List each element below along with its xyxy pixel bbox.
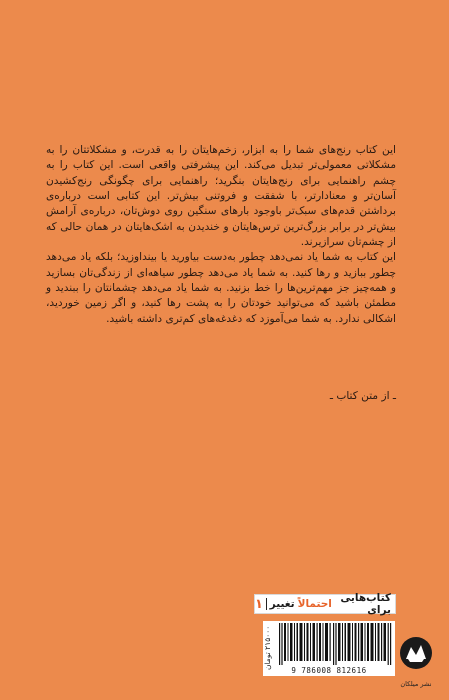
series-divider bbox=[266, 598, 267, 610]
series-suffix: تغییر bbox=[269, 598, 295, 610]
blurb-paragraph-1: این کتاب رنج‌های شما را به ابزار، زخم‌هایتان را به قدرت، و مشکلاتتان را به مشکلاتی معمولی‌تر تبدیل می‌کند. این پیشرفتی واقعی است. این کتاب را به چشم راهنمایی برای رنج‌هایتان بنگرید؛ راهنمایی برای چگونگی رنج‌کشیدن آسان‌تر و معنادارتر، با شفقت و فروتنی بیش‌تر. این کتابی است درباره‌ی برداشتن قدم‌های سبک‌تر باوجود بارهای سنگین روی دوش‌تان، درباره‌ی آرامش بیش‌تر در برابر بزرگ‌ترین ترس‌هایتان و خندیدن به اشک‌هایتان در همان حالی که از چشم‌تان سرازیرند. bbox=[46, 144, 396, 249]
series-banner bbox=[254, 594, 396, 614]
price-label: ۲۱۵۰۰۰ تومان bbox=[263, 625, 272, 671]
series-emphasis: احتمالاً bbox=[297, 598, 332, 610]
publisher-name: نشر میلکان bbox=[400, 680, 432, 688]
series-prefix: کتاب‌هایی برای bbox=[340, 592, 391, 616]
isbn-digits: 9 786008 812616 bbox=[291, 666, 367, 675]
publisher-logo-icon bbox=[398, 633, 434, 679]
series-number: ۱ bbox=[255, 596, 263, 612]
blurb-paragraph-2: این کتاب به شما یاد نمی‌دهد چطور به‌دست بیاورید یا بینداوزید؛ بلکه یاد می‌دهد چطور ببازید و رها کنید. به شما یاد می‌دهد چطور سیاهه‌ای از زندگی‌تان بسازید و همه‌چیز جز مهم‌ترین‌ها را خط بزنید. به شما یاد می‌دهد چشمانتان را ببندید و مطمئن باشید که می‌توانید خودتان را به پشت رها کنید، و اگر زمین خوردید، اشکالی ندارد. به شما می‌آموزد که دغدغه‌های کم‌تری داشته باشید. bbox=[46, 251, 396, 325]
blurb-text bbox=[46, 143, 396, 327]
blurb-signature: ـ از متن کتاب ـ bbox=[329, 390, 396, 402]
barcode-icon bbox=[279, 623, 392, 665]
